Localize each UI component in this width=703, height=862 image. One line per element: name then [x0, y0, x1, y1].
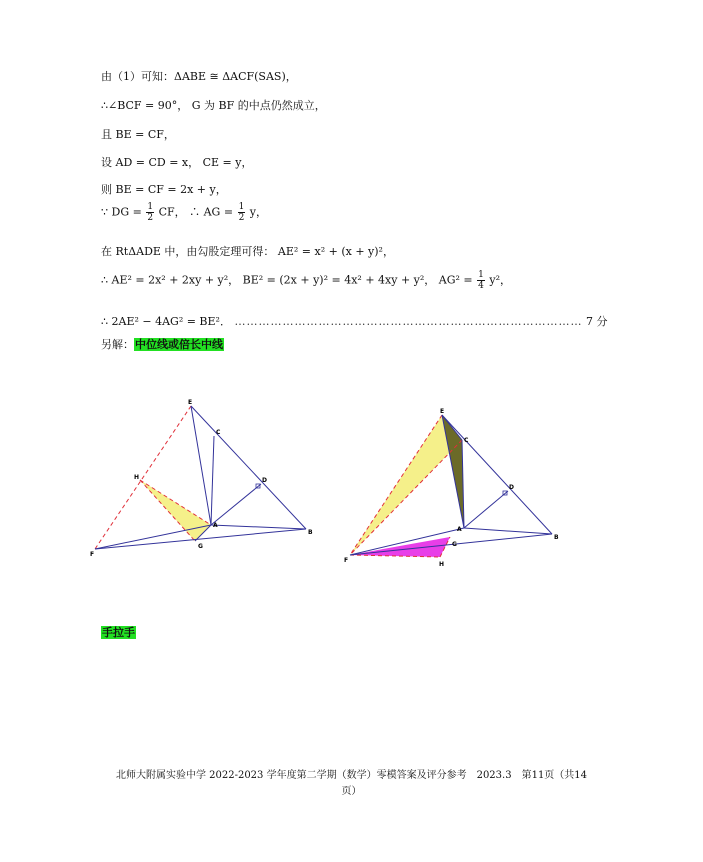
- fig1-seg-CA: [211, 436, 214, 525]
- fig2-label-E: E: [440, 408, 445, 415]
- fig2-seg-FB: [350, 534, 552, 555]
- fig2-magenta-region: [350, 537, 450, 557]
- fig2-label-C: C: [464, 437, 469, 444]
- fig1-label-C: C: [216, 429, 221, 436]
- frac-den: 2: [238, 213, 245, 223]
- score-label: 7 分: [585, 315, 608, 328]
- figure-2: [340, 400, 580, 575]
- fig2-label-B: B: [554, 534, 559, 541]
- line-2: ∴∠BCF = 90°， G 为 BF 的中点仍然成立，: [101, 99, 326, 112]
- alt-solution-prefix: 另解：: [101, 338, 134, 351]
- fraction-half-2: [238, 202, 246, 223]
- fraction-half-1: [146, 202, 154, 223]
- fig2-seg-AB: [464, 528, 552, 534]
- highlight-midline-method: 中位线或倍长中线: [135, 338, 223, 351]
- fig2-label-G: G: [452, 541, 457, 548]
- line-9: [101, 313, 607, 329]
- fig1-label-F: F: [90, 551, 95, 558]
- fig1-label-G: G: [198, 543, 203, 550]
- frac-den: 2: [147, 213, 154, 223]
- fig1-label-D: D: [262, 477, 267, 484]
- line-5: 则 BE = CF = 2x + y，: [101, 183, 227, 196]
- fig2-label-H: H: [439, 561, 445, 568]
- fraction-quarter: [477, 270, 485, 291]
- fig1-seg-EF: [95, 406, 191, 549]
- fig2-label-F: F: [344, 557, 349, 564]
- line-6: [101, 202, 267, 223]
- fig2-label-D: D: [509, 484, 514, 491]
- line-8-part-b: y²，: [489, 273, 512, 287]
- footer-line-1: 北师大附属实验中学 2022-2023 学年度第二学期（数学）零模答案及评分参考 2023.3 第11页（共14: [115, 770, 588, 781]
- fig1-seg-AB: [211, 525, 306, 529]
- fig1-seg-AD: [211, 484, 261, 525]
- line-6-part-b: CF， ∴ AG =: [158, 205, 234, 219]
- fig1-label-B: B: [308, 529, 313, 536]
- fig2-yellow-region: [350, 415, 462, 555]
- frac-num: 1: [147, 202, 154, 212]
- fig2-seg-CF: [350, 440, 462, 555]
- fig1-label-H: H: [134, 474, 140, 481]
- line-3: 且 BE = CF，: [101, 128, 175, 141]
- frac-num: 1: [478, 270, 484, 280]
- page-footer: [0, 768, 703, 800]
- frac-den: 4: [478, 281, 484, 291]
- score-leader-dots: ……………………………………………………………………………: [234, 315, 583, 328]
- line-4: 设 AD = CD = x， CE = y，: [101, 156, 253, 169]
- line-6-part-a: ∵ DG =: [101, 205, 142, 219]
- highlight-hand-in-hand: 手拉手: [102, 626, 135, 639]
- line-8-part-a: ∴ AE² = 2x² + 2xy + y²， BE² = (2x + y)² = 4x² + 4xy + y²， AG² =: [101, 273, 473, 287]
- fig1-label-A: A: [213, 522, 218, 529]
- line-9-equation: ∴ 2AE² − 4AG² = BE²．: [101, 315, 231, 328]
- frac-num: 1: [238, 202, 245, 212]
- line-6-part-c: y，: [249, 205, 268, 219]
- fig2-seg-AD: [464, 491, 508, 528]
- line-10: [101, 336, 224, 352]
- figure-1: [85, 396, 325, 566]
- line-11: [101, 624, 136, 640]
- line-1: 由（1）可知：ΔABE ≅ ΔACF(SAS)，: [101, 70, 297, 83]
- footer-line-2: 页）: [341, 786, 362, 797]
- line-7: 在 RtΔADE 中，由勾股定理可得： AE² = x² + (x + y)²，: [101, 245, 394, 258]
- line-8: [101, 270, 511, 291]
- fig2-label-A: A: [457, 526, 462, 533]
- fig1-label-E: E: [188, 399, 193, 406]
